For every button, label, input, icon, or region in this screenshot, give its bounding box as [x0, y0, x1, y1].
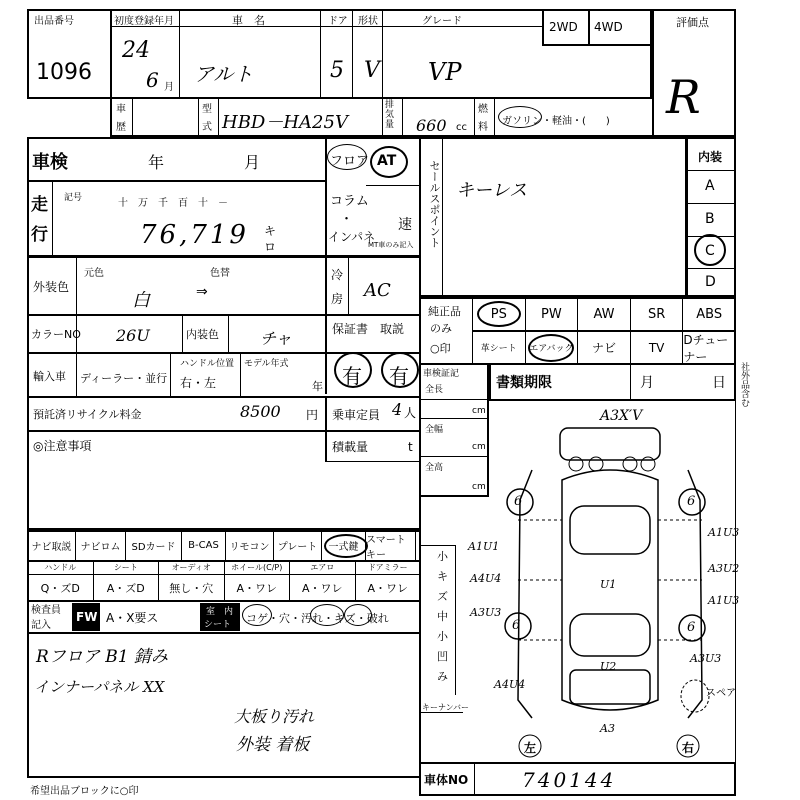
equipment-5[interactable]: プレート — [274, 531, 322, 561]
carname-label: 車 名 — [232, 14, 265, 27]
orig-color-label: 元色 — [84, 268, 104, 279]
displacement-value: 660 — [416, 116, 447, 135]
drive-4wd[interactable]: 4WD — [594, 20, 623, 34]
remark-line-3: 大板り汚れ — [234, 707, 315, 726]
interior-color-label: 内装色 — [186, 328, 219, 341]
legend-char-0: 小 — [437, 550, 448, 563]
key-set-circle — [324, 534, 368, 558]
docs-day: 日 — [712, 375, 726, 391]
key-number-label: キーナンバー — [422, 703, 470, 712]
genuine-opt-abs[interactable]: ABS — [683, 298, 736, 331]
docs-side-note: 社外品含む — [739, 362, 749, 407]
mileage-label-a: 走 — [31, 195, 48, 215]
dims-title: 車検証記 — [423, 369, 460, 379]
damage-label-3: A4U4 — [470, 572, 502, 585]
tire-rr: 6 — [687, 620, 696, 635]
remark-line-4: 外装 着板 — [236, 735, 310, 755]
check-header-3: ホイール(C/P) — [225, 561, 291, 575]
shape-value: V — [364, 58, 380, 83]
mileage-label-b: 行 — [31, 225, 48, 245]
legend-char-4: 小 — [437, 630, 448, 643]
model-year-unit: 年 — [312, 380, 323, 393]
diagram-left: 左 — [524, 741, 537, 755]
shaken-label: 車検 — [32, 152, 68, 173]
manual-label: 取説 — [380, 322, 405, 336]
import-dealer-opts: ディーラー・並行 — [80, 372, 168, 385]
tire-fr: 6 — [687, 494, 696, 509]
interior-grade-c[interactable]: C — [705, 243, 715, 259]
equipment-7[interactable]: スマートキー — [366, 531, 416, 561]
capacity-label: 乗車定員 — [332, 408, 381, 422]
fuel-label-b: 料 — [478, 122, 488, 133]
check-value-2[interactable]: 無し・穴 — [159, 575, 225, 601]
displacement-unit: cc — [456, 122, 467, 133]
ps-circle — [477, 301, 521, 327]
check-value-5[interactable]: A・ワレ — [356, 575, 422, 601]
genuine-opt2-1[interactable]: エアバッグ — [526, 332, 579, 364]
genuine-label-a: 純正品 — [428, 305, 461, 318]
equipment-3[interactable]: B-CAS — [182, 531, 226, 561]
warranty-circle — [334, 352, 372, 388]
room-label-a: 室 内 — [206, 607, 234, 617]
lot-label: 出品番号 — [34, 16, 74, 27]
carname-value: アルト — [194, 62, 254, 86]
interior-grade-a[interactable]: A — [705, 178, 715, 194]
genuine-opt2-0[interactable]: 革シート — [473, 332, 526, 364]
mt-note: MT車のみ記入 — [368, 241, 414, 249]
mileage-value: 76,719 — [140, 220, 249, 250]
capacity-unit: 人 — [404, 406, 417, 420]
check-header-0: ハンドル — [28, 561, 94, 575]
genuine-opt2-4[interactable]: Dチューナー — [683, 332, 736, 364]
check-header-4: エアロ — [290, 561, 356, 575]
at-label: AT — [377, 153, 397, 169]
check-header-5: ドアミラー — [356, 561, 422, 575]
chassis-label: 車体NO — [424, 773, 469, 787]
docs-label: 書類期限 — [496, 375, 552, 391]
import-label: 輸入車 — [33, 370, 66, 383]
check-header-2: オーディオ — [159, 561, 225, 575]
door-label: ドア — [328, 16, 348, 27]
interior-grade-d[interactable]: D — [705, 274, 716, 290]
docs-month: 月 — [640, 375, 654, 391]
repaint-label: 色替 — [210, 268, 230, 279]
first-reg-label: 初度登録年月 — [114, 16, 174, 27]
handle-pos-label: ハンドル位置 — [180, 359, 235, 369]
dims-width-unit: cm — [472, 442, 486, 452]
genuine-opt-pw[interactable]: PW — [526, 298, 579, 331]
inspector-label-a: 検査員 — [31, 605, 61, 616]
damage-label-8: A4U4 — [494, 678, 526, 691]
recycle-value: 8500 — [240, 402, 281, 421]
grade-value: VP — [428, 58, 462, 86]
room-label-b: シート — [204, 620, 232, 630]
chassis-value: 740144 — [522, 768, 617, 792]
first-reg-year: 24 — [122, 38, 150, 63]
floor-circle — [327, 144, 370, 170]
room-opts: コゲ・穴・汚れ・キズ・破れ — [246, 612, 389, 625]
check-value-3[interactable]: A・ワレ — [225, 575, 291, 601]
score-label: 評価点 — [676, 16, 709, 29]
damage-label-5: A3U3 — [470, 606, 502, 619]
model-label-a: 型 — [202, 104, 212, 115]
floor-label: フロア — [330, 154, 370, 169]
dims-height-unit: cm — [472, 482, 486, 492]
legend-char-6: み — [437, 670, 448, 683]
damage-label-2: A1U3 — [708, 526, 740, 539]
drive-2wd[interactable]: 2WD — [549, 20, 578, 34]
check-value-4[interactable]: A・ワレ — [290, 575, 356, 601]
equipment-0[interactable]: ナビ取説 — [28, 531, 76, 561]
speed-label: 速 — [398, 217, 412, 233]
dims-height: 全高 — [425, 463, 444, 473]
cooling-label-b: 房 — [331, 292, 344, 306]
at-circle — [370, 146, 408, 178]
dims-length: 全長 — [425, 385, 444, 395]
mileage-unit-b: ロ — [264, 240, 277, 254]
model-value: HBD－HA25V — [222, 112, 348, 133]
tire-fl: 6 — [514, 494, 523, 509]
genuine-label-c: ○印 — [430, 342, 451, 355]
dims-length-unit: cm — [472, 406, 486, 416]
lot-value: 1096 — [36, 60, 92, 85]
handle-pos-opts: 右・左 — [180, 376, 217, 390]
fuel-options: ガソリン・軽油・( ) — [502, 116, 610, 127]
fuel-label-a: 燃 — [478, 104, 488, 115]
footer-block-label: 希望出品ブロックに○印 — [30, 786, 139, 797]
damage-label-9: A3 — [600, 722, 615, 735]
fuel-selected-circle — [498, 106, 542, 128]
remark-line-2: インナーパネル XX — [34, 678, 165, 696]
warranty-mark: 有 — [342, 364, 362, 388]
genuine-opt-ps[interactable]: PS — [473, 298, 526, 331]
check-value-0[interactable]: Q・ズD — [28, 575, 94, 601]
cooling-value: AC — [364, 280, 391, 301]
trunk-label: U2 — [600, 660, 617, 673]
damage-label-7: A3U3 — [690, 652, 722, 665]
first-reg-month: 6 — [146, 68, 159, 92]
damage-label-4: A3U2 — [708, 562, 740, 575]
damage-label-1: A1U1 — [468, 540, 500, 553]
manual-circle — [381, 352, 419, 388]
warranty-label: 保証書 — [332, 322, 369, 336]
legend-char-3: 中 — [437, 610, 448, 623]
load-label: 積載量 — [332, 440, 369, 454]
room-opt-circle-2 — [310, 604, 344, 626]
diagram-right: 右 — [682, 741, 695, 755]
tire-rl: 6 — [512, 618, 521, 633]
recycle-label: 預託済リサイクル料金 — [33, 408, 142, 421]
column-label: コラム — [330, 194, 369, 209]
model-year-label: モデル年式 — [244, 359, 289, 369]
check-value-1[interactable]: A・ズD — [94, 575, 160, 601]
remark-line-1: Rフロア B1 錆み — [36, 647, 168, 667]
genuine-label-b: のみ — [430, 322, 452, 335]
sales-point-value: キーレス — [456, 180, 528, 201]
genuine-opt2-2[interactable]: ナビ — [578, 332, 631, 364]
capacity-value: 4 — [392, 400, 403, 419]
equipment-2[interactable]: SDカード — [126, 531, 182, 561]
mileage-mark-label: 記号 — [64, 193, 83, 203]
room-opt-circle-3 — [344, 604, 372, 626]
shape-label: 形状 — [358, 16, 378, 27]
load-unit: t — [408, 440, 413, 454]
car-hist-label-a: 車 — [116, 104, 126, 115]
score-value: R — [666, 70, 701, 124]
equipment-6[interactable]: 一式鍵 — [322, 531, 366, 561]
displacement-label: 排気量 — [385, 100, 395, 130]
fw-label: FW — [76, 610, 98, 624]
model-label-b: 式 — [202, 122, 212, 133]
cooling-label-a: 冷 — [331, 268, 344, 282]
equipment-4[interactable]: リモコン — [226, 531, 274, 561]
door-value: 5 — [330, 58, 344, 83]
repaint-arrow: ⇒ — [196, 284, 208, 300]
interior-grade-b[interactable]: B — [705, 211, 715, 227]
airbag-circle — [528, 334, 574, 362]
roof-label: U1 — [600, 578, 617, 591]
shaken-month-label: 月 — [244, 153, 261, 172]
column-dot: ・ — [340, 212, 354, 227]
recycle-unit: 円 — [306, 408, 319, 422]
sales-point-label: セールスポイント — [428, 160, 441, 248]
equipment-1[interactable]: ナビロム — [76, 531, 126, 561]
notes-label: ◎注意事項 — [33, 439, 92, 453]
dims-width: 全幅 — [425, 425, 444, 435]
mileage-digit-labels: 十 万 千 百 十 － — [118, 198, 228, 209]
color-no-value: 26U — [116, 326, 150, 345]
interior-grade-label: 内装 — [698, 150, 723, 164]
legend-char-1: キ — [437, 570, 448, 583]
genuine-opt-aw[interactable]: AW — [578, 298, 631, 331]
manual-mark: 有 — [389, 364, 409, 388]
legend-char-5: 凹 — [437, 650, 448, 663]
car-hist-label-b: 歴 — [116, 122, 126, 133]
interior-color-value: チャ — [260, 329, 292, 348]
inpane-label: インパネ — [328, 230, 376, 244]
grade-label: グレード — [422, 16, 462, 27]
legend-char-2: ズ — [437, 590, 448, 603]
spare-label: スペア — [706, 688, 736, 699]
damage-label-6: A1U3 — [708, 594, 740, 607]
color-no-label: カラーNO — [31, 328, 81, 341]
sales-point-box — [419, 137, 687, 297]
orig-color-value: 白 — [132, 290, 150, 311]
exterior-label: 外装色 — [33, 280, 70, 294]
first-reg-month-unit: 月 — [164, 82, 174, 93]
check-header-1: シート — [94, 561, 160, 575]
genuine-opt-sr[interactable]: SR — [631, 298, 684, 331]
interior-grade-selected-circle — [694, 234, 726, 266]
mileage-unit-a: キ — [264, 224, 277, 238]
genuine-opt2-3[interactable]: TV — [631, 332, 684, 364]
diagram-top-label: A3X′V — [600, 408, 643, 424]
fw-opts: A・X要ス — [106, 611, 159, 625]
room-opt-circle-1 — [242, 604, 272, 626]
shaken-year-label: 年 — [148, 153, 165, 172]
inspector-label-b: 記入 — [31, 620, 51, 631]
